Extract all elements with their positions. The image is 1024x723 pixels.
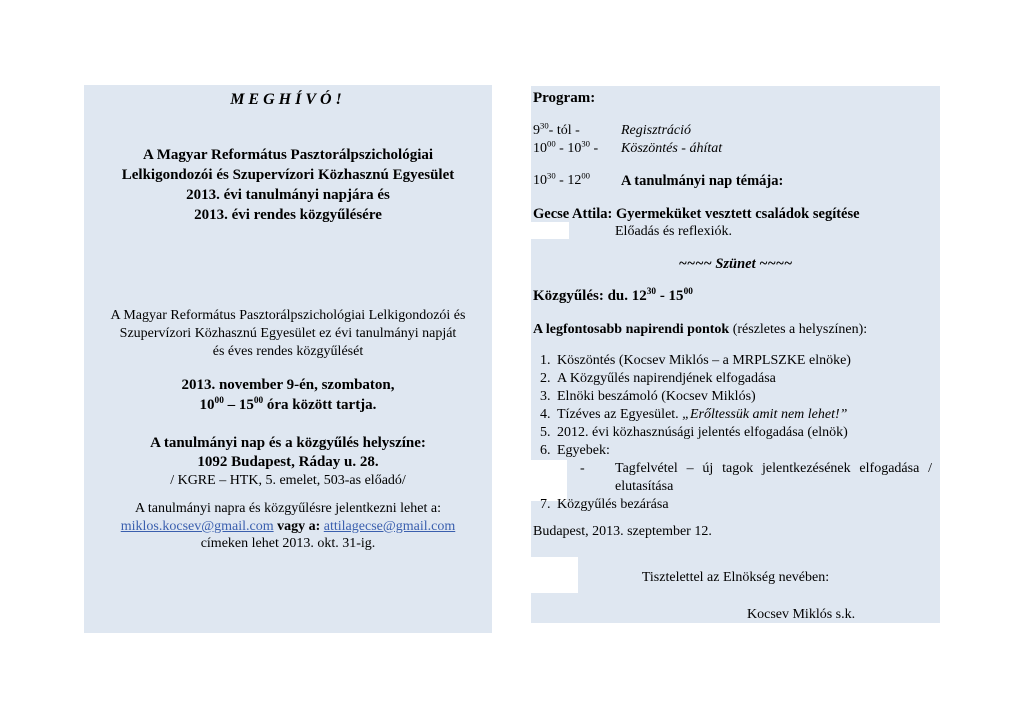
agenda-heading-rest: (részletes a helyszínen): [729, 322, 868, 337]
agenda-item-number: 2. [540, 371, 551, 386]
program-panel [531, 86, 940, 623]
signup-block [84, 500, 492, 553]
assembly-time-line: Közgyűlés: du. $12^{30} - 15^{00}$ [533, 287, 693, 304]
study-day-topic-label: A tanulmányi nap témája: [621, 173, 784, 189]
invitation-title: MEGHÍVÓ! [230, 91, 346, 108]
signup-emails-line [84, 518, 492, 536]
agenda-subitem-dash: - [580, 461, 585, 476]
agenda-item [531, 496, 940, 514]
agenda-item-text: Tízéves az Egyesület. „Erőltessük amit nem lehet!” [557, 407, 848, 422]
agenda-item-number: 6. [540, 443, 551, 458]
agenda-item-number: 3. [540, 389, 551, 404]
date-place-line: Budapest, 2013. szeptember 12. [533, 524, 712, 539]
agenda-item-number: 4. [540, 407, 551, 422]
email-link-attila[interactable]: attilagecse@gmail.com [323, 518, 456, 534]
signup-intro: A tanulmányi napra és közgyűlésre jelentkezni lehet a: [135, 501, 441, 516]
break-line: ~~~~ Szünet ~~~~ [678, 256, 793, 272]
agenda-item-text: Közgyűlés bezárása [557, 497, 669, 512]
agenda-item-text: 2012. évi közhasznúsági jelentés elfogadása (elnök) [557, 425, 848, 440]
agenda-heading [533, 322, 940, 338]
agenda-item-text: Köszöntés (Kocsev Miklós – a MRPLSZKE elnöke) [557, 353, 851, 368]
agenda-item-number: 7. [540, 497, 551, 512]
email-separator: vagy a: [273, 518, 324, 534]
schedule-time: $10^{30} - 12^{00}$ [533, 170, 591, 188]
schedule-row-topic [533, 172, 940, 190]
invitation-intro-paragraph: A Magyar Református Pasztorálpszichológiai Lelkigondozói és Szupervízori Közhasznú Egyesület ez évi tanulmányi napját és éves rendes közgyűlését [110, 308, 466, 359]
agenda-subitem-line1: Tagfelvétel – új tagok jelentkezésének elfogadása / [615, 461, 932, 476]
agenda-item [531, 370, 940, 388]
schedule-description: Köszöntés - áhítat [621, 141, 723, 156]
agenda-item [531, 352, 940, 370]
agenda-item [531, 388, 940, 406]
schedule-description: Regisztráció [621, 123, 691, 138]
schedule-time: $10^{00} - 10^{30}$ - [533, 138, 599, 156]
invitation-heading: A Magyar Református Pasztorálpszichológiai Lelkigondozói és Szupervízori Közhasznú Egyesület 2013. évi tanulmányi napjára és 2013. évi rendes közgyűlésére [121, 147, 455, 223]
agenda-item-text: Elnöki beszámoló (Kocsev Miklós) [557, 389, 756, 404]
agenda-item [531, 442, 940, 460]
venue-heading: A tanulmányi nap és a közgyűlés helyszíne: [150, 435, 426, 451]
event-date-line1: 2013. november 9-én, szombaton, [181, 377, 395, 393]
agenda-item [531, 406, 940, 424]
agenda-subitem-line2: elutasítása [615, 479, 674, 494]
agenda-list [531, 352, 940, 514]
agenda-item-text: Egyebek: [557, 443, 610, 458]
agenda-subitem-text [615, 460, 932, 496]
agenda-heading-bold: A legfontosabb napirendi pontok [533, 322, 730, 337]
signup-deadline: címeken lehet 2013. okt. 31-ig. [200, 536, 376, 551]
email-link-miklos[interactable]: miklos.kocsev@gmail.com [120, 518, 274, 534]
venue-room: / KGRE – HTK, 5. emelet, 503-as előadó/ [170, 473, 406, 488]
schedule-row-welcome [533, 140, 940, 158]
program-heading: Program: [533, 90, 596, 106]
signature-line: Kocsev Miklós s.k. [747, 607, 856, 622]
schedule-row-registration [533, 122, 940, 140]
agenda-item [531, 424, 940, 442]
invitation-panel [84, 85, 492, 633]
agenda-subitem [580, 460, 932, 496]
program-schedule [533, 122, 940, 158]
agenda-item-number: 1. [540, 353, 551, 368]
lecture-block [533, 205, 940, 241]
lecture-title: Gecse Attila: Gyermeküket vesztett családok segítése [533, 206, 860, 222]
event-date-block [84, 375, 492, 415]
schedule-time: $9^{30}-$ tól - [533, 120, 580, 138]
agenda-item-text: A Közgyűlés napirendjének elfogadása [557, 371, 776, 386]
event-date-line2: $10^{00} - 15^{00}$ óra között tartja. [199, 396, 377, 413]
venue-address: 1092 Budapest, Ráday u. 28. [197, 454, 379, 470]
agenda-item-number: 5. [540, 425, 551, 440]
lecture-subtitle: Előadás és reflexiók. [615, 224, 733, 239]
venue-block [84, 434, 492, 489]
closing-line: Tisztelettel az Elnökség nevében: [641, 570, 830, 585]
